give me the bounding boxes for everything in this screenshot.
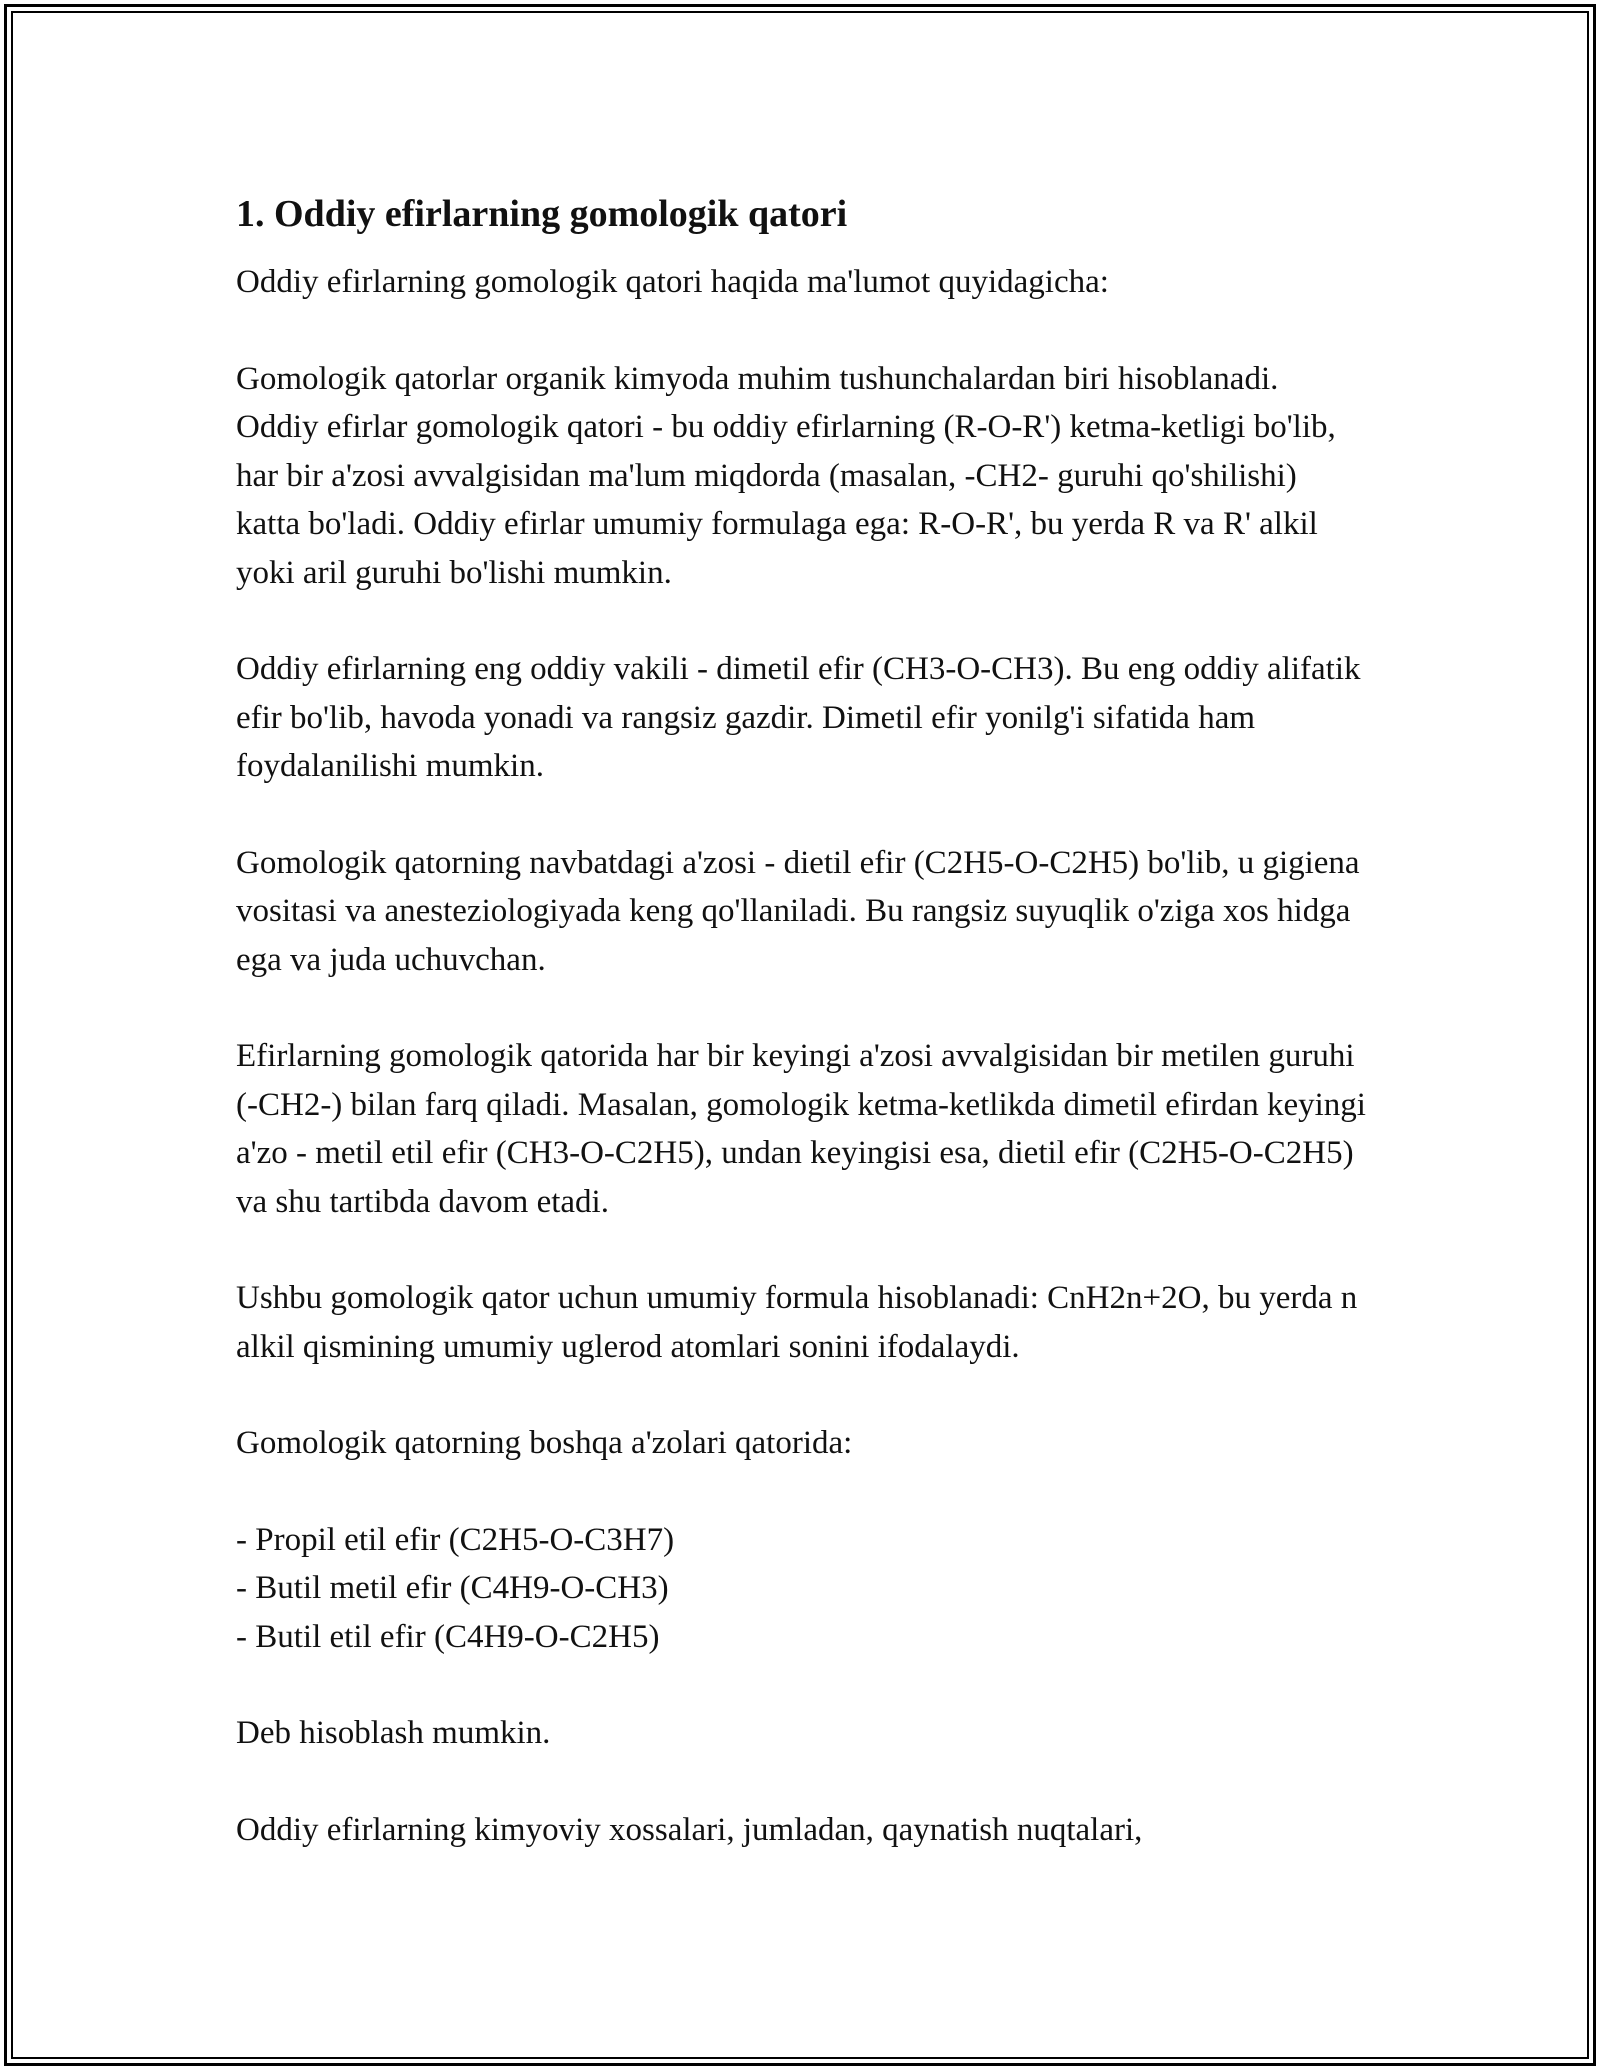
members-list [236, 1516, 1366, 1662]
paragraph-diethyl-ether: Gomologik qatorning navbatdagi a'zosi - dietil efir (C2H5-O-C2H5) bo'lib, u gigiena vositasi va anesteziologiyada keng qo'llaniladi. Bu rangsiz suyuqlik o'ziga xos hidga ega va juda uchuvchan. [236, 844, 1360, 978]
list-item: - Butil etil efir (C4H9-O-C2H5) [236, 1613, 1366, 1662]
paragraph-dimethyl-ether: Oddiy efirlarning eng oddiy vakili - dimetil efir (CH3-O-CH3). Bu eng oddiy alifatik efir bo'lib, havoda yonadi va rangsiz gazdir. Dimetil efir yonilg'i sifatida ham foydalanilishi mumkin. [236, 651, 1361, 784]
paragraph-other-members: Gomologik qatorning boshqa a'zolari qatorida: [236, 1425, 853, 1461]
list-item: - Propil etil efir (C2H5-O-C3H7) [236, 1516, 1366, 1565]
list-item: - Butil metil efir (C4H9-O-CH3) [236, 1564, 1366, 1613]
paragraph-general-formula: Gomologik qatorlar organik kimyoda muhim tushunchalardan biri hisoblanadi. Oddiy efirlar gomologik qatori - bu oddiy efirlarning (R-O-R') ketma-ketligi bo'lib, har bir a'zosi avvalgisidan ma'lum miqdorda (masalan, -CH2- guruhi qo'shilishi) katta bo'ladi. Oddiy efirlar umumiy formulaga ega: R-O-R', bu yerda R va R' alkil yoki aril guruhi bo'lishi mumkin. [236, 360, 1336, 591]
document-body [236, 184, 1366, 1902]
paragraph-conclusion: Deb hisoblash mumkin. [236, 1715, 551, 1751]
paragraph-methylene-difference: Efirlarning gomologik qatorida har bir keyingi a'zosi avvalgisidan bir metilen guruhi (-CH2-) bilan farq qiladi. Masalan, gomologik ketma-ketlikda dimetil efirdan keyingi a'zo - metil etil efir (CH3-O-C2H5), undan keyingisi esa, dietil efir (C2H5-O-C2H5) va shu tartibda davom etadi. [236, 1038, 1366, 1220]
paragraph-cnh2n2o-formula: Ushbu gomologik qator uchun umumiy formula hisoblanadi: CnH2n+2O, bu yerda n alkil qismining umumiy uglerod atomlari sonini ifodalaydi. [236, 1280, 1358, 1365]
paragraph-chemical-properties: Oddiy efirlarning kimyoviy xossalari, jumladan, qaynatish nuqtalari, [236, 1811, 1143, 1848]
section-heading: 1. Oddiy efirlarning gomologik qatori [236, 193, 848, 235]
intro-paragraph: Oddiy efirlarning gomologik qatori haqida ma'lumot quyidagicha: [236, 264, 1109, 300]
